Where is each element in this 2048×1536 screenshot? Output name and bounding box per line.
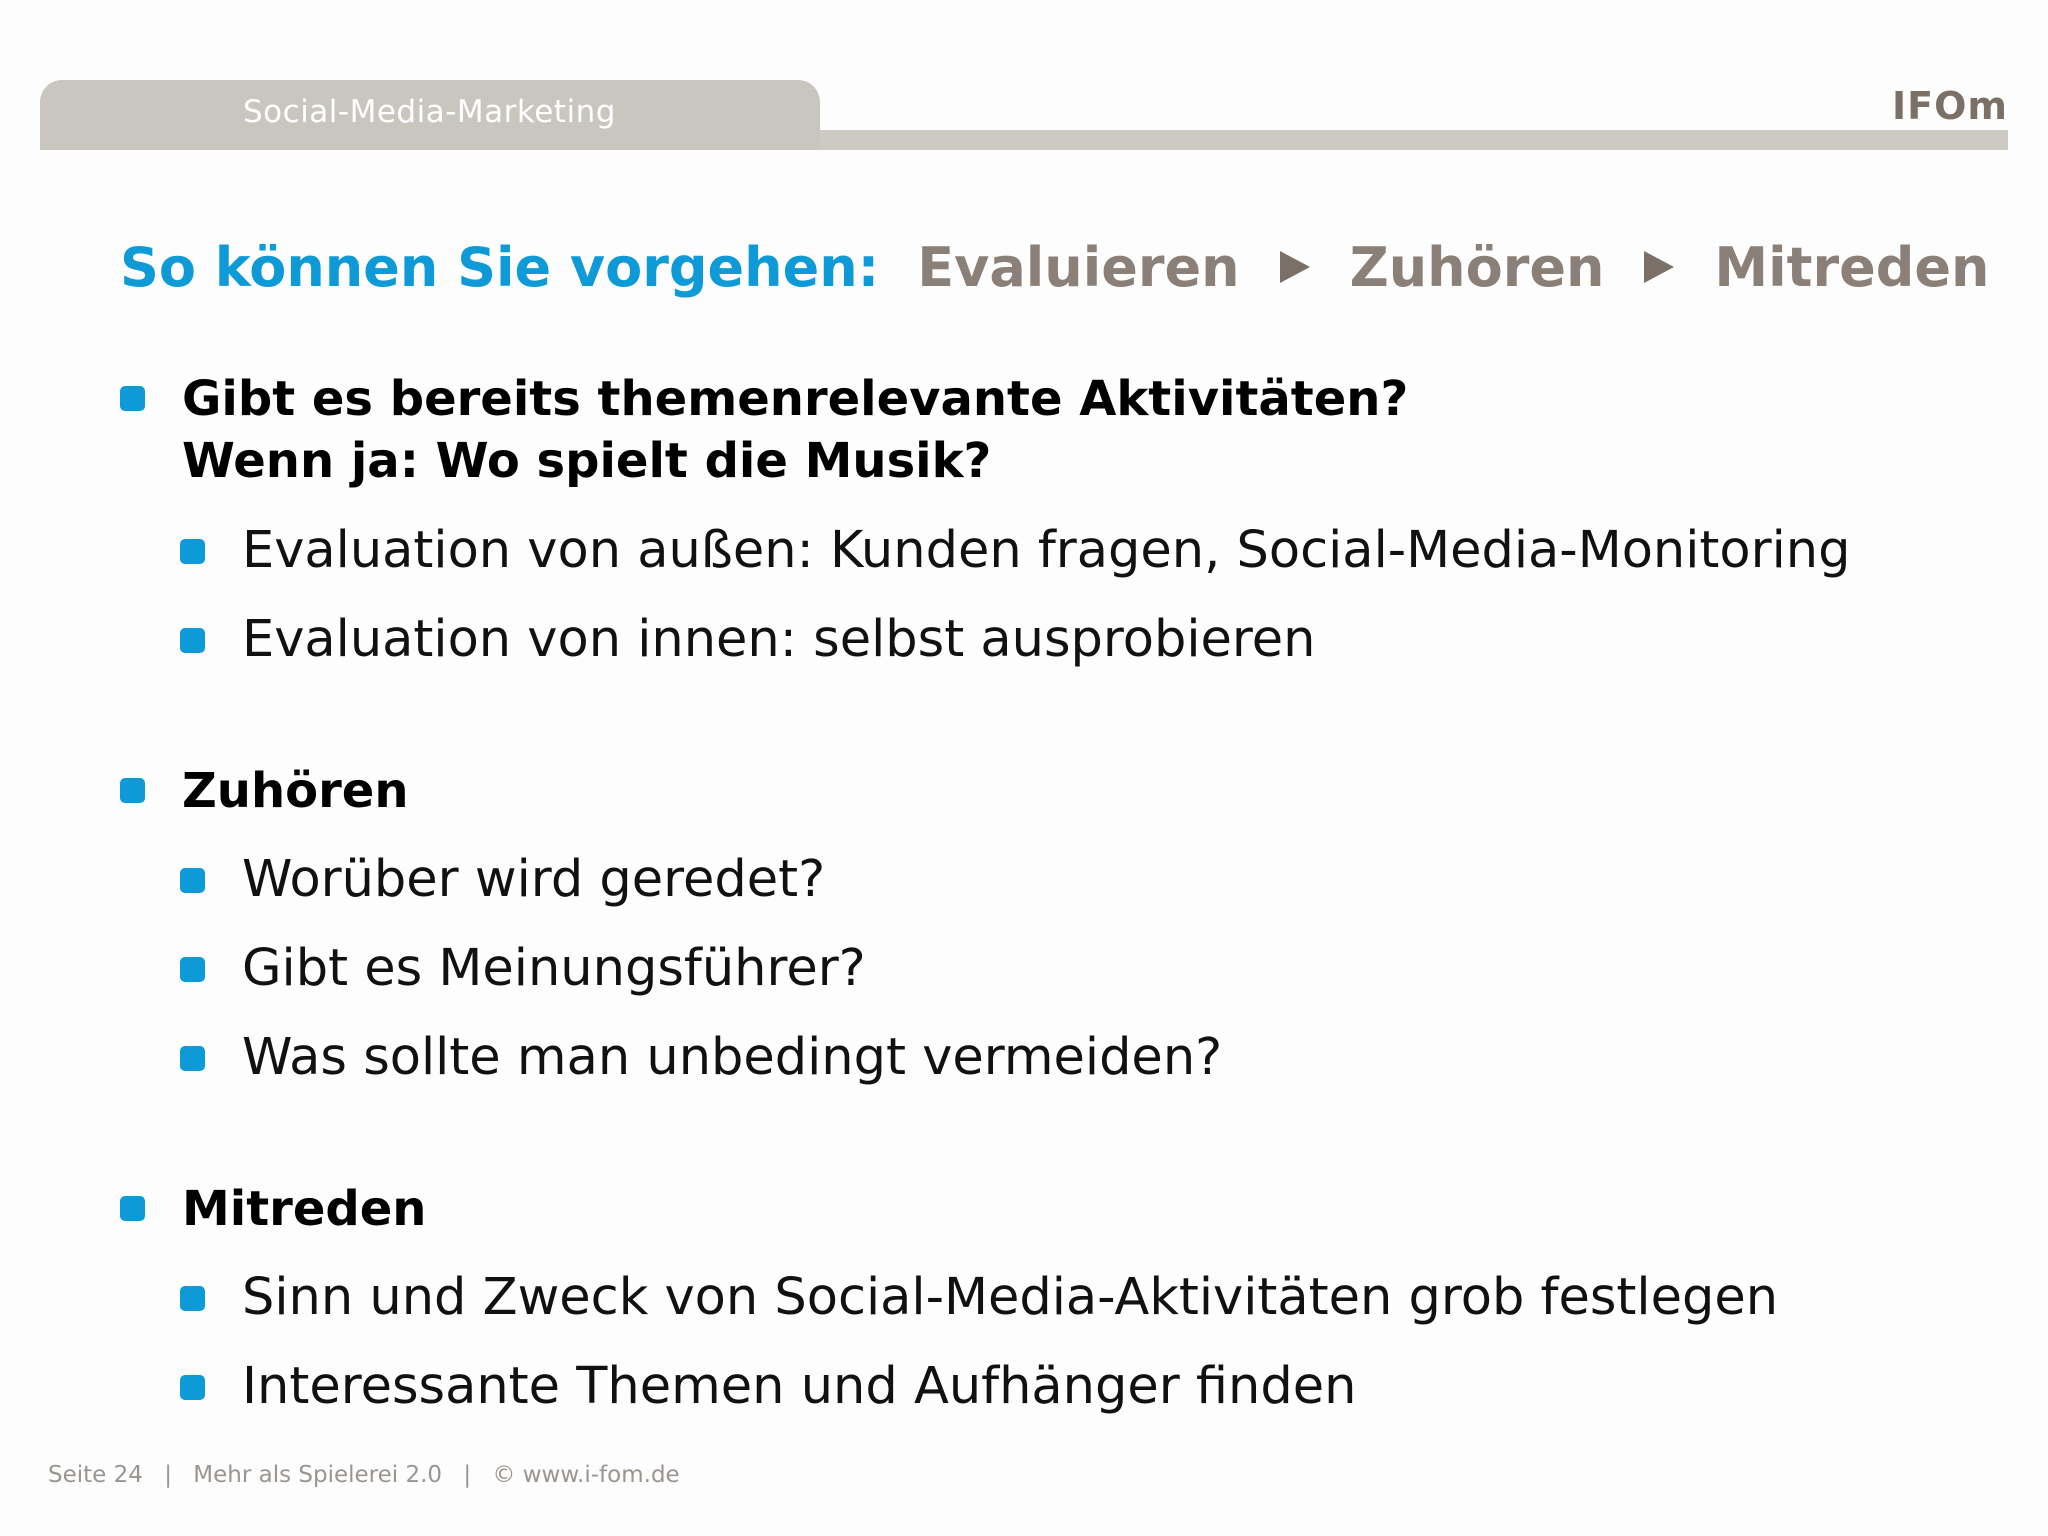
bullet-square-icon	[120, 1196, 145, 1221]
header-tab-label: Social-Media-Marketing	[243, 94, 616, 130]
bullet-text: Sinn und Zweck von Social-Media-Aktivitäten grob festlegen	[242, 1268, 1779, 1327]
bullet-level1	[120, 368, 1408, 492]
bullet-text: Evaluation von innen: selbst ausprobieren	[242, 610, 1316, 669]
bullet-level2	[180, 520, 1850, 582]
title-step-mitreden: Mitreden	[1714, 235, 1990, 299]
bullet-square-icon	[180, 539, 205, 564]
bullet-square-icon	[180, 1046, 205, 1071]
footer-title: Mehr als Spielerei 2.0	[193, 1462, 443, 1488]
bullet-level2	[180, 609, 1315, 671]
slide-footer	[48, 1462, 680, 1488]
bullet-level2	[180, 849, 825, 911]
footer-page-number: Seite 24	[48, 1462, 143, 1488]
bullet-square-icon	[180, 1286, 205, 1311]
bullet-level2	[180, 1027, 1222, 1089]
bullet-square-icon	[120, 386, 145, 411]
title-lead: So können Sie vorgehen:	[120, 235, 880, 299]
ifom-logo: IFOm	[1892, 84, 2008, 128]
bullet-level2	[180, 1267, 1778, 1329]
bullet-level1	[120, 1178, 426, 1240]
bullet-square-icon	[180, 1375, 205, 1400]
bullet-text: Was sollte man unbedingt vermeiden?	[242, 1028, 1223, 1087]
bullet-level2	[180, 938, 866, 1000]
bullet-heading: Mitreden	[182, 1181, 427, 1237]
bullet-square-icon	[180, 868, 205, 893]
bullet-text: Evaluation von außen: Kunden fragen, Social-Media-Monitoring	[242, 521, 1851, 580]
footer-copyright: © www.i-fom.de	[492, 1462, 680, 1488]
title-step-evaluieren: Evaluieren	[917, 235, 1240, 299]
bullet-square-icon	[120, 778, 145, 803]
bullet-heading: Zuhören	[182, 763, 409, 819]
bullet-square-icon	[180, 957, 205, 982]
footer-separator: |	[463, 1462, 472, 1488]
bullet-square-icon	[180, 628, 205, 653]
title-step-zuhoeren: Zuhören	[1349, 235, 1605, 299]
bullet-text: Interessante Themen und Aufhänger finden	[242, 1357, 1357, 1416]
bullet-heading-line2: Wenn ja: Wo spielt die Musik?	[182, 433, 992, 489]
bullet-level1	[120, 760, 409, 822]
bullet-heading-line1: Gibt es bereits themenrelevante Aktivitäten?	[182, 371, 1409, 427]
bullet-text: Worüber wird geredet?	[242, 850, 826, 909]
footer-separator: |	[164, 1462, 172, 1488]
bullet-text: Gibt es Meinungsführer?	[242, 939, 866, 998]
bullet-level2	[180, 1356, 1356, 1418]
